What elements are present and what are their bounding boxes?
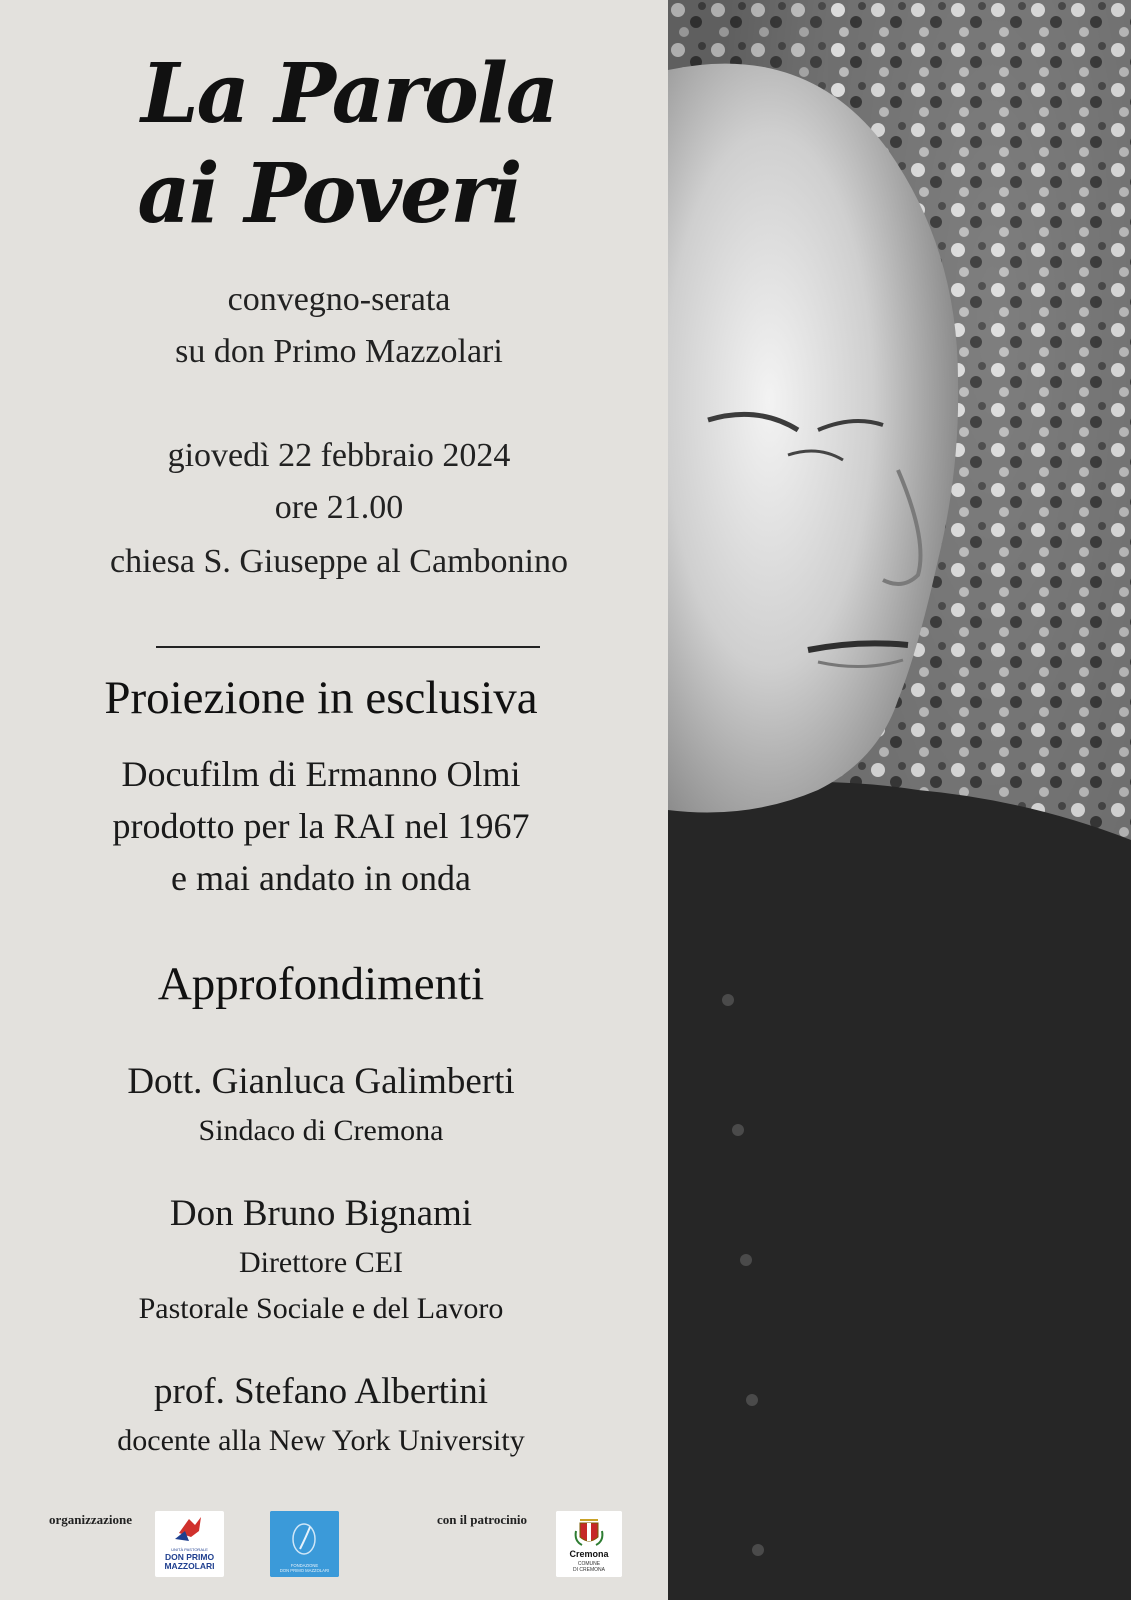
svg-text:Cremona: Cremona [569, 1549, 609, 1559]
fondazione-emblem-icon [270, 1511, 339, 1577]
speaker-2-role: Direttore CEI [238, 1246, 404, 1279]
unita-pastorale-logo [155, 1511, 224, 1577]
screening-line-2: prodotto per la RAI nel 1967 [112, 806, 530, 846]
speaker-3-name: prof. Stefano Albertini [154, 1371, 488, 1412]
title-line-1: La Parola [140, 46, 558, 142]
svg-text:FONDAZIONE: FONDAZIONE [290, 1563, 319, 1568]
comune-cremona-logo [556, 1511, 622, 1577]
svg-text:DI CREMONA: DI CREMONA [573, 1567, 605, 1573]
fondazione-mazzolari-logo [270, 1511, 339, 1577]
svg-text:DON PRIMO MAZZOLARI: DON PRIMO MAZZOLARI [279, 1568, 330, 1573]
patronage-label: con il patrocinio [437, 1512, 528, 1527]
screening-line-3: e mai andato in onda [171, 858, 471, 898]
title-line-2: ai Poveri [137, 146, 521, 242]
svg-text:MAZZOLARI: MAZZOLARI [164, 1561, 215, 1571]
event-date: giovedì 22 febbraio 2024 [167, 437, 511, 474]
cremona-coat-of-arms-icon [556, 1511, 622, 1577]
organization-label: organizzazione [49, 1512, 133, 1527]
svg-text:COMUNE: COMUNE [577, 1561, 601, 1567]
speaker-2-role-line-2: Pastorale Sociale e del Lavoro [138, 1292, 504, 1325]
speaker-1-role: Sindaco di Cremona [198, 1114, 444, 1147]
event-time: ore 21.00 [274, 489, 404, 526]
portrait-photo [668, 0, 1131, 1600]
portrait-photo-icon [668, 0, 1131, 1600]
talks-heading: Approfondimenti [157, 958, 485, 1010]
subtitle-line-2: su don Primo Mazzolari [175, 333, 503, 370]
screening-line-1: Docufilm di Ermanno Olmi [121, 754, 521, 794]
subtitle-line-1: convegno-serata [227, 281, 451, 318]
speaker-2-name: Don Bruno Bignami [169, 1193, 473, 1234]
event-venue: chiesa S. Giuseppe al Cambonino [110, 543, 568, 580]
unita-pastorale-emblem-icon [155, 1511, 224, 1577]
speaker-3-role: docente alla New York University [117, 1424, 525, 1457]
screening-heading: Proiezione in esclusiva [104, 672, 538, 724]
divider [156, 646, 540, 648]
speaker-1-name: Dott. Gianluca Galimberti [127, 1061, 515, 1102]
logo1-small-text: UNITÀ PASTORALE [171, 1547, 208, 1552]
svg-text:DON PRIMO: DON PRIMO [164, 1552, 215, 1562]
